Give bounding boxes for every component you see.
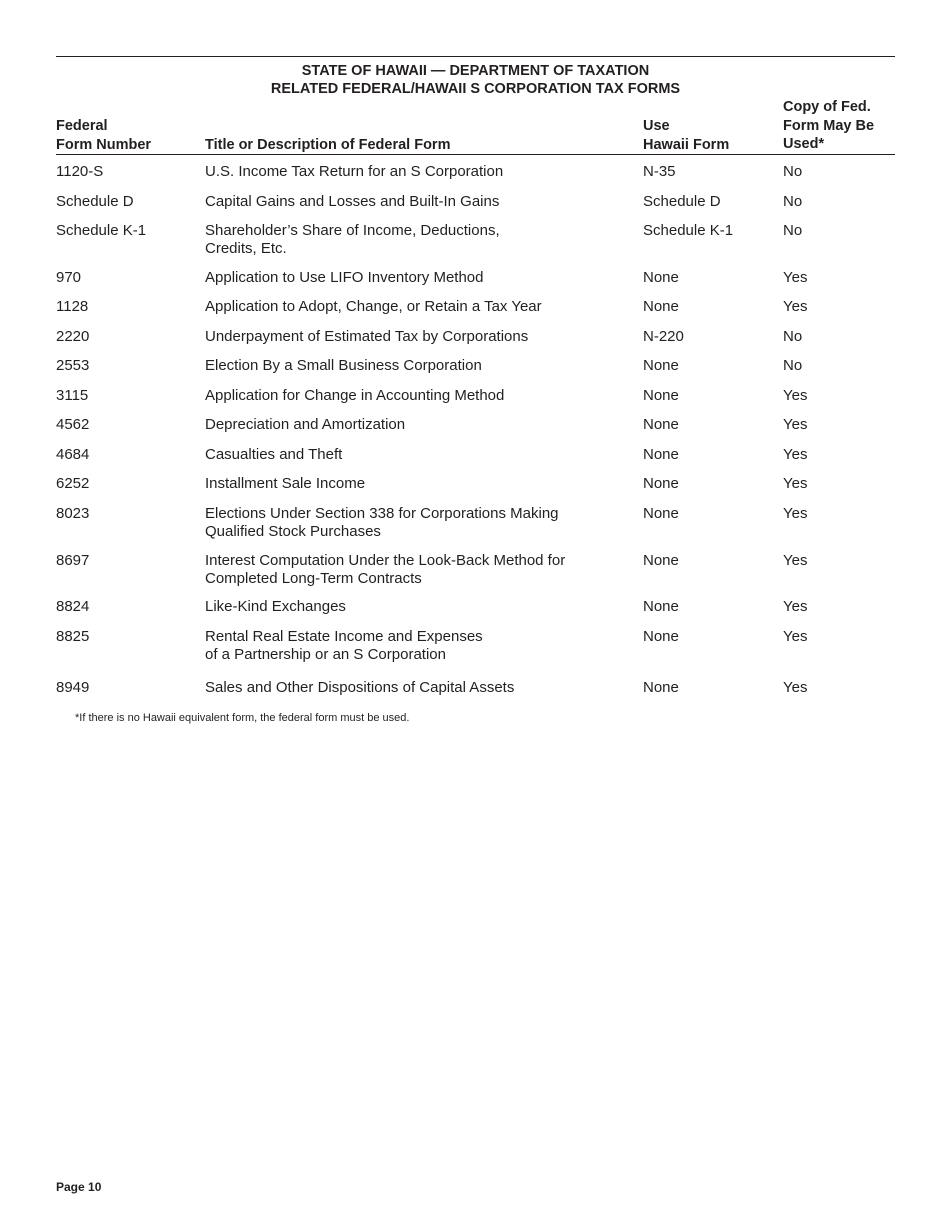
hawaii-form-cell: N-35 xyxy=(643,163,676,180)
form-title-cell: U.S. Income Tax Return for an S Corporation xyxy=(205,163,504,180)
form-number-cell: Schedule K-1 xyxy=(56,222,147,239)
copy-allowed-cell: No xyxy=(783,357,803,374)
header-rule xyxy=(56,154,895,155)
form-title-cell: Election By a Small Business Corporation xyxy=(205,357,482,374)
hawaii-form-cell: None xyxy=(643,387,679,404)
form-number-cell: 8023 xyxy=(56,505,90,522)
footnote: *If there is no Hawaii equivalent form, the federal form must be used. xyxy=(75,712,410,724)
hawaii-form-cell: N-220 xyxy=(643,328,684,345)
form-number-cell: 3115 xyxy=(56,387,89,404)
form-number-cell: 2220 xyxy=(56,328,90,345)
hawaii-form-cell: None xyxy=(643,446,679,463)
copy-allowed-cell: Yes xyxy=(783,387,808,404)
form-number-cell: 970 xyxy=(56,269,82,286)
hawaii-form-cell: None xyxy=(643,475,679,492)
copy-allowed-cell: No xyxy=(783,328,803,345)
copy-allowed-cell: Yes xyxy=(783,505,808,522)
hawaii-form-cell: None xyxy=(643,598,679,615)
copy-allowed-cell: No xyxy=(783,163,803,180)
form-title-cell: Depreciation and Amortization xyxy=(205,416,406,433)
copy-allowed-cell: Yes xyxy=(783,598,808,615)
form-number-cell: 2553 xyxy=(56,357,90,374)
column-header-title: Title or Description of Federal Form xyxy=(205,137,451,153)
hawaii-form-cell: None xyxy=(643,416,679,433)
hawaii-form-cell: None xyxy=(643,357,679,374)
form-number-cell: 8825 xyxy=(56,628,90,645)
copy-allowed-cell: Yes xyxy=(783,298,808,315)
form-number-cell: 4562 xyxy=(56,416,90,433)
copy-allowed-cell: Yes xyxy=(783,446,808,463)
form-title-cell: Application to Use LIFO Inventory Method xyxy=(205,269,484,286)
copy-allowed-cell: No xyxy=(783,193,803,210)
hawaii-form-cell: None xyxy=(643,298,679,315)
copy-allowed-cell: Yes xyxy=(783,628,808,645)
form-title-cell: Like-Kind Exchanges xyxy=(205,598,346,615)
hawaii-form-cell: None xyxy=(643,679,679,696)
form-number-cell: Schedule D xyxy=(56,193,134,210)
hawaii-form-cell: None xyxy=(643,628,679,645)
form-number-cell: 4684 xyxy=(56,446,90,463)
page-number: Page 10 xyxy=(56,1180,102,1194)
hawaii-form-cell: None xyxy=(643,269,679,286)
form-number-cell: 1128 xyxy=(56,298,89,315)
column-header-hawaii-form: Use Hawaii Form xyxy=(643,118,730,153)
hawaii-form-cell: Schedule K-1 xyxy=(643,222,734,239)
form-number-cell: 8824 xyxy=(56,598,90,615)
form-number-cell: 1120-S xyxy=(56,163,104,180)
form-title-cell: Capital Gains and Losses and Built-In Gains xyxy=(205,193,500,210)
top-rule xyxy=(56,56,895,57)
copy-allowed-cell: No xyxy=(783,222,803,239)
form-title-cell: Rental Real Estate Income and Expenses of a Partnership or an S Corporation xyxy=(205,628,483,663)
page-heading xyxy=(56,63,895,98)
form-title-cell: Interest Computation Under the Look-Back Method for Completed Long-Term Contracts xyxy=(205,552,566,587)
column-header-federal-form-number: Federal Form Number xyxy=(56,118,152,153)
form-title-cell: Casualties and Theft xyxy=(205,446,343,463)
heading-line-1: STATE OF HAWAII — DEPARTMENT OF TAXATION xyxy=(301,63,650,79)
column-header-copy-allowed: Copy of Fed. Form May Be Used* xyxy=(783,99,875,152)
form-title-cell: Underpayment of Estimated Tax by Corporations xyxy=(205,328,529,345)
form-title-cell: Application to Adopt, Change, or Retain a Tax Year xyxy=(205,298,542,315)
form-title-cell: Installment Sale Income xyxy=(205,475,366,492)
copy-allowed-cell: Yes xyxy=(783,269,808,286)
form-title-cell: Elections Under Section 338 for Corporations Making Qualified Stock Purchases xyxy=(205,505,559,540)
copy-allowed-cell: Yes xyxy=(783,416,808,433)
hawaii-form-cell: Schedule D xyxy=(643,193,721,210)
form-number-cell: 8949 xyxy=(56,679,90,696)
form-title-cell: Shareholder’s Share of Income, Deductions, Credits, Etc. xyxy=(205,222,500,257)
form-number-cell: 6252 xyxy=(56,475,90,492)
hawaii-form-cell: None xyxy=(643,505,679,522)
copy-allowed-cell: Yes xyxy=(783,552,808,569)
copy-allowed-cell: Yes xyxy=(783,475,808,492)
hawaii-form-cell: None xyxy=(643,552,679,569)
form-title-cell: Application for Change in Accounting Method xyxy=(205,387,505,404)
copy-allowed-cell: Yes xyxy=(783,679,808,696)
form-number-cell: 8697 xyxy=(56,552,90,569)
form-title-cell: Sales and Other Dispositions of Capital Assets xyxy=(205,679,515,696)
heading-line-2: RELATED FEDERAL/HAWAII S CORPORATION TAX FORMS xyxy=(270,80,681,97)
